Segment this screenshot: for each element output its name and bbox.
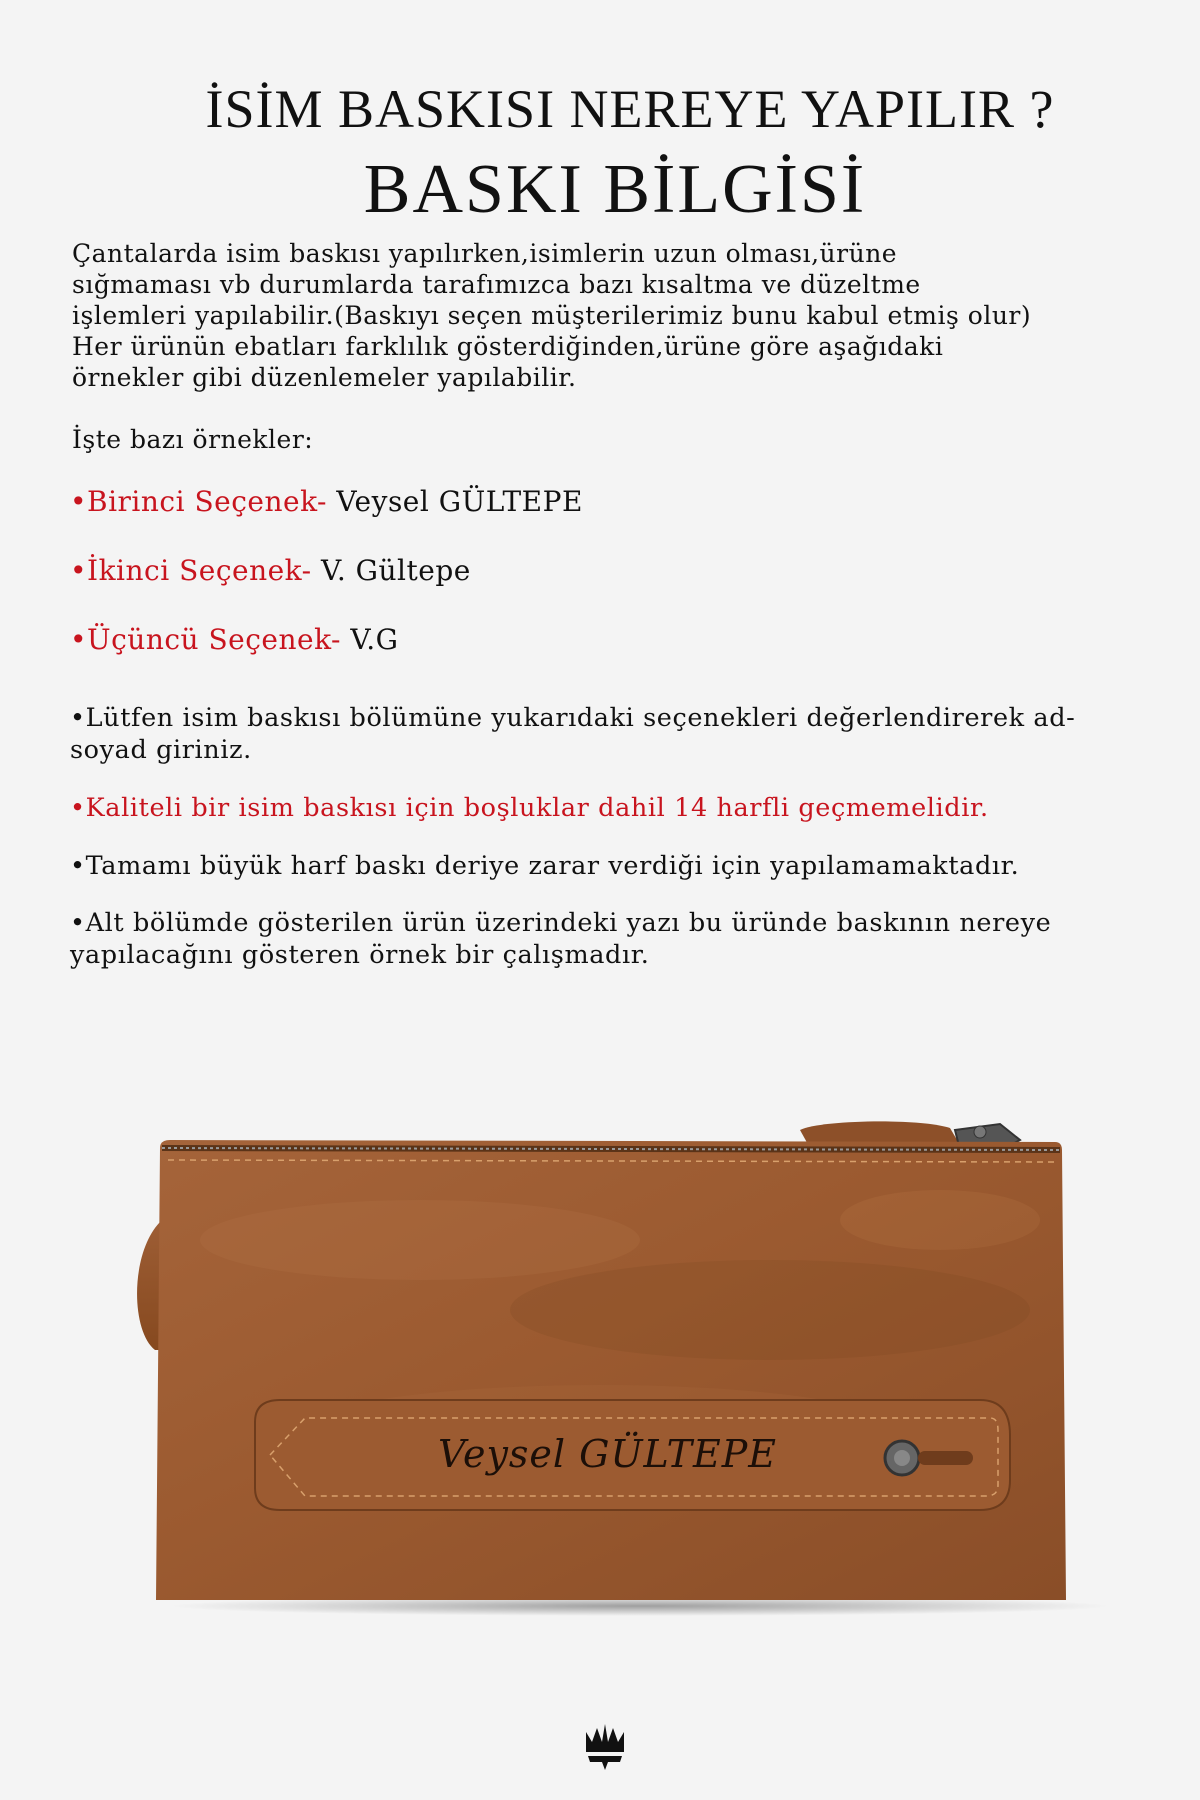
- option-value: V.G: [341, 623, 399, 656]
- intro-line: örnekler gibi düzenlemeler yapılabilir.: [72, 363, 577, 392]
- option-label: İkinci Seçenek-: [87, 554, 312, 587]
- option-label: Birinci Seçenek-: [87, 485, 327, 518]
- engraving-text: Veysel GÜLTEPE: [438, 1432, 778, 1476]
- option-second: [70, 554, 471, 587]
- option-bullet: •: [70, 623, 88, 656]
- option-bullet: •: [70, 554, 88, 587]
- intro-line: işlemleri yapılabilir.(Baskıyı seçen müşterilerimiz bunu kabul etmiş olur): [72, 301, 1032, 330]
- page-title: İSİM BASKISI NEREYE YAPILIR ?: [205, 79, 1055, 139]
- leather-clutch-bag-icon: [120, 1100, 1120, 1620]
- option-first: [70, 485, 583, 518]
- intro-line: sığmaması vb durumlarda tarafımızca bazı kısaltma ve düzeltme: [72, 270, 921, 299]
- option-label: Üçüncü Seçenek-: [87, 623, 342, 656]
- examples-label: İşte bazı örnekler:: [72, 425, 314, 454]
- option-bullet: •: [70, 485, 88, 518]
- intro-line: Her ürünün ebatları farklılık gösterdiğinden,ürüne göre aşağıdaki: [72, 332, 944, 361]
- intro-paragraph: [72, 238, 1132, 393]
- option-value: Veysel GÜLTEPE: [327, 485, 583, 518]
- trident-crown-icon: [582, 1722, 628, 1772]
- note-letter-limit: •Kaliteli bir isim baskısı için boşluklar dahil 14 harfli geçmemelidir.: [70, 793, 989, 823]
- option-value: V. Gültepe: [311, 554, 471, 587]
- product-image: [120, 1100, 1120, 1620]
- option-third: [70, 623, 399, 656]
- note-sample-work: •Alt bölümde gösterilen ürün üzerindeki yazı bu üründe baskının nereye yapılacağını gösteren örnek bir çalışmadır.: [70, 908, 1052, 970]
- intro-line: Çantalarda isim baskısı yapılırken,isimlerin uzun olması,ürüne: [72, 239, 898, 268]
- page-subtitle: BASKI BİLGİSİ: [363, 151, 867, 228]
- note-no-uppercase: •Tamamı büyük harf baskı deriye zarar verdiği için yapılamamaktadır.: [70, 851, 1020, 881]
- note-enter-name: •Lütfen isim baskısı bölümüne yukarıdaki seçenekleri değerlendirerek ad-soyad giriniz.: [70, 703, 1076, 765]
